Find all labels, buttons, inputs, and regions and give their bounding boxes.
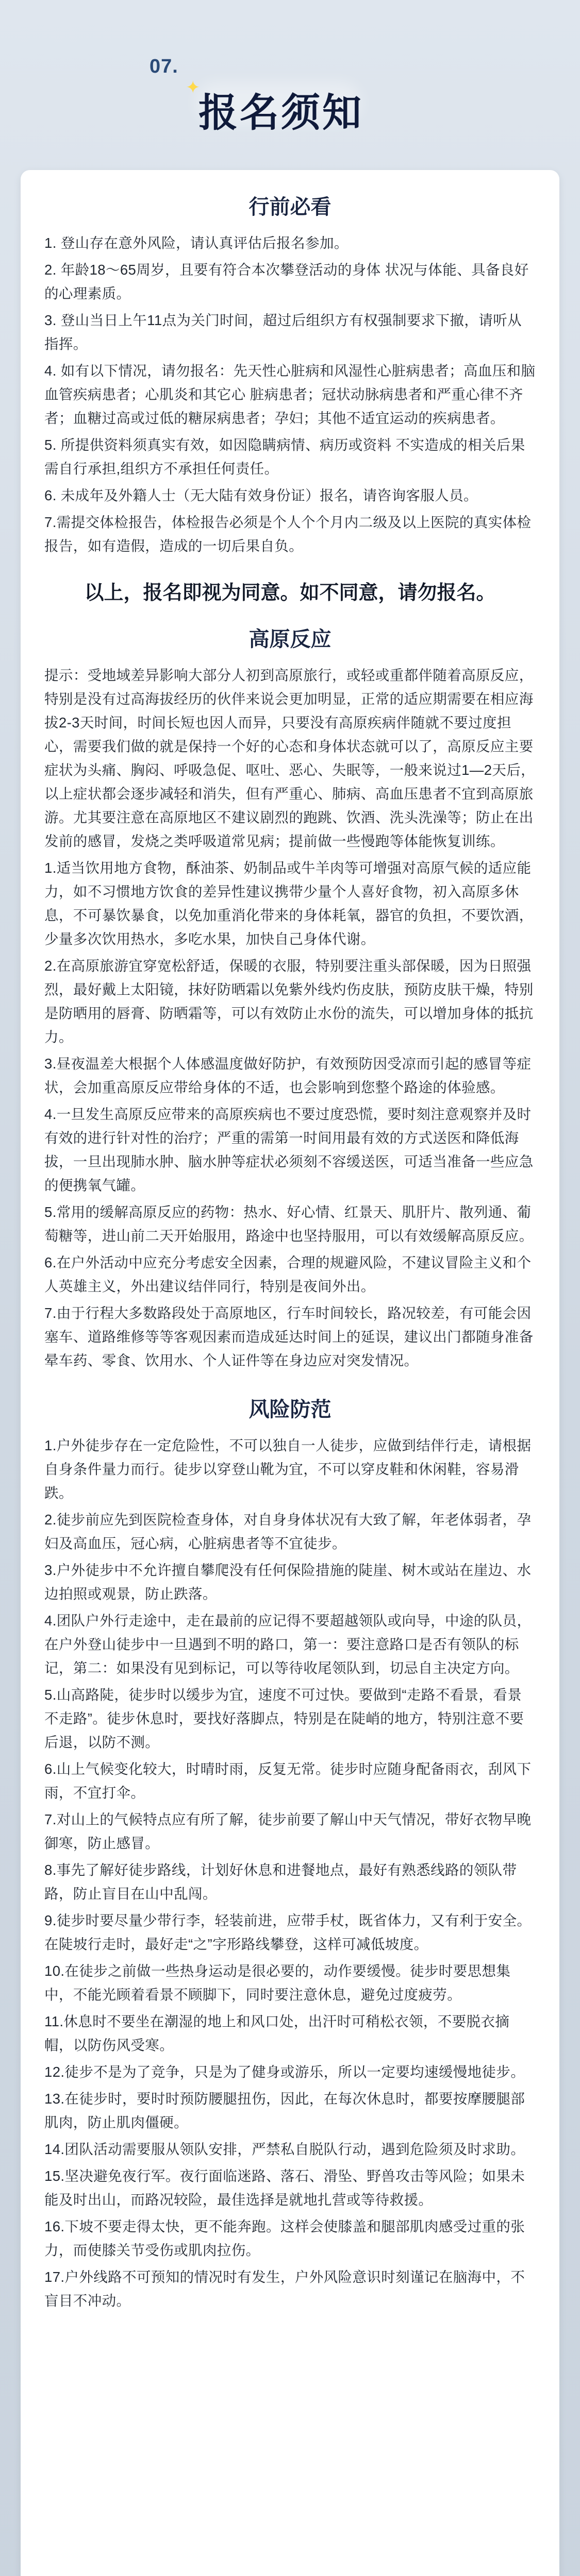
list-item: 5. 所提供资料须真实有效，如因隐瞒病情、病历或资料 不实造成的相关后果需自行承担,组织方不承担任何责任。 xyxy=(44,437,525,477)
list-item: 1. 登山存在意外风险，请认真评估后报名参加。 xyxy=(44,235,349,251)
list-item: 7.对山上的气候特点应有所了解，徒步前要了解山中天气情况，带好衣物早晚御寒，防止感冒。 xyxy=(44,1811,532,1851)
list-item: 1.户外徒步存在一定危险性，不可以独自一人徒步，应做到结伴行走，请根据自身条件量力而行。徒步以穿登山靴为宜，不可以穿皮鞋和休闲鞋，容易滑跌。 xyxy=(44,1437,532,1501)
list-item: 11.休息时不要坐在潮湿的地上和风口处，出汗时可稍松衣领，不要脱衣摘帽，以防伤风受寒。 xyxy=(44,2013,510,2053)
list-item: 4.一旦发生高原反应带来的高原疾病也不要过度恐慌，要时刻注意观察并及时有效的进行针对性的治疗；严重的需第一时间用最有效的方式送医和降低海拔，一旦出现肺水肿、脑水肿等症状必须刻不容缓送医，可适当准备一些应急的便携氧气罐。 xyxy=(44,1106,534,1193)
list-item: 8.事先了解好徒步路线，计划好休息和进餐地点，最好有熟悉线路的领队带路，防止盲目在山中乱闯。 xyxy=(44,1862,517,1902)
section-title-risk: 风险防范 xyxy=(248,1398,332,1421)
page-header xyxy=(0,0,580,135)
list-item: 16.下坡不要走得太快，更不能奔跑。这样会使膝盖和腿部肌肉感受过重的张力，而使膝关节受伤或肌肉拉伤。 xyxy=(44,2218,525,2258)
risk-list xyxy=(44,1434,536,2313)
list-item: 5.山高路陡，徒步时以缓步为宜，速度不可过快。要做到“走路不看景，看景不走路”。徒步休息时，要找好落脚点，特别是在陡峭的地方，特别注意不要后退，以防不测。 xyxy=(44,1687,524,1750)
list-item: 7.需提交体检报告，体检报告必须是个人个个月内二级及以上医院的真实体检报告，如有造假，造成的一切后果自负。 xyxy=(44,514,532,554)
list-item: 2.在高原旅游宜穿宽松舒适，保暖的衣服，特别要注重头部保暖，因为日照强烈，最好戴上太阳镜，抹好防晒霜以免紫外线灼伤皮肤，预防皮肤干燥，特别是防晒用的唇膏、防晒霜等，可以有效防止水份的流失，可以增加身体的抵抗力。 xyxy=(44,958,534,1045)
precautions-list xyxy=(44,231,536,558)
notice-card xyxy=(21,170,559,2576)
list-item: 13.在徒步时，要时时预防腰腿扭伤，因此，在每次休息时，都要按摩腰腿部肌肉，防止肌肉僵硬。 xyxy=(44,2091,525,2130)
list-item: 3.昼夜温差大根据个人体感温度做好防护，有效预防因受凉而引起的感冒等症状，会加重高原反应带给身体的不适，也会影响到您整个路途的体验感。 xyxy=(44,1056,532,1095)
spacer xyxy=(44,1376,536,1393)
list-item: 1.适当饮用地方食物，酥油茶、奶制品或牛羊肉等可增强对高原气候的适应能力，如不习惯地方饮食的差异性建议携带少量个人喜好食物，初入高原多休息，不可暴饮暴食，以免加重消化带来的身体耗氧，器官的负担，不要饮酒，少量多次饮用热水，多吃水果，加快自己身体代谢。 xyxy=(44,860,534,947)
list-item: 3. 登山当日上午11点为关门时间，超过后组织方有权强制要求下撤，请听从指挥。 xyxy=(44,312,522,352)
altitude-intro: 提示：受地域差异影响大部分人初到高原旅行，或轻或重都伴随着高原反应，特别是没有过高海拔经历的伙伴来说会更加明显，正常的适应期需要在相应海拔2-3天时间，时间长短也因人而异，只要没有高原疾病伴随就不要过度担心，需要我们做的就是保持一个好的心态和身体状态就可以了，高原反应主要症状为头痛、胸闷、呼吸急促、呕吐、恶心、失眠等，一般来说过1—2天后，以上症状都会逐步减轻和消失，但有严重心、肺病、高血压患者不宜到高原旅游。尤其要注意在高原地区不建议剧烈的跑跳、饮酒、洗头洗澡等；防止在出发前的感冒，发烧之类呼吸道常见病；提前做一些慢跑等体能恢复训练。 xyxy=(44,667,536,849)
list-item: 4. 如有以下情况，请勿报名：先天性心脏病和风湿性心脏病患者；高血压和脑血管疾病患者；心肌炎和其它心 脏病患者；冠状动脉病患者和严重心律不齐者；血糖过高或过低的糖尿病患者；孕妇；其他不适宜运动的疾病患者。 xyxy=(44,363,536,426)
list-item: 15.坚决避免夜行军。夜行面临迷路、落石、滑坠、野兽攻击等风险；如果未能及时出山，而路况较险，最佳选择是就地扎营或等待救援。 xyxy=(44,2168,525,2208)
list-item: 3.户外徒步中不允许擅自攀爬没有任何保险措施的陡崖、树木或站在崖边、水边拍照或观景，防止跌落。 xyxy=(44,1562,532,1602)
list-item: 4.团队户外行走途中，走在最前的应记得不要超越领队或向导，中途的队员，在户外登山徒步中一旦遇到不明的路口，第一：要注意路口是否有领队的标记，第二：如果没有见到标记，可以等待收尾领队到，切忌自主决定方向。 xyxy=(44,1613,532,1676)
list-item: 6.在户外活动中应充分考虑安全因素，合理的规避风险，不建议冒险主义和个人英雄主义，外出建议结伴同行，特别是夜间外出。 xyxy=(44,1255,532,1294)
list-item: 14.团队活动需要服从领队安排，严禁私自脱队行动，遇到危险须及时求助。 xyxy=(44,2141,525,2157)
list-item: 6.山上气候变化较大，时晴时雨，反复无常。徒步时应随身配备雨衣，刮风下雨，不宜打伞。 xyxy=(44,1761,532,1801)
list-item: 7.由于行程大多数路段处于高原地区，行车时间较长，路况较差，有可能会因塞车、道路维修等等客观因素而造成延达时间上的延误，建议出门都随身准备晕车药、零食、饮用水、个人证件等在身边应对突发情况。 xyxy=(44,1305,534,1368)
list-item: 5.常用的缓解高原反应的药物：热水、好心情、红景天、肌肝片、散列通、葡萄糖等，进山前二天开始服用，路途中也坚持服用，可以有效缓解高原反应。 xyxy=(44,1204,534,1244)
section-title-altitude: 高原反应 xyxy=(248,628,332,651)
list-item: 9.徒步时要尽量少带行李，轻装前进，应带手杖，既省体力，又有利于安全。在陡坡行走时，最好走“之”字形路线攀登，这样可减低坡度。 xyxy=(44,1912,532,1952)
list-item: 12.徒步不是为了竞争，只是为了健身或游乐，所以一定要均速缓慢地徒步。 xyxy=(44,2064,525,2080)
list-item: 10.在徒步之前做一些热身运动是很必要的，动作要缓慢。徒步时要思想集中，不能光顾着看景不顾脚下，同时要注意休息，避免过度疲劳。 xyxy=(44,1963,511,2003)
consent-statement: 以上，报名即视为同意。如不同意，请勿报名。 xyxy=(84,582,496,604)
altitude-list xyxy=(44,856,536,1372)
list-item: 17.户外线路不可预知的情况时有发生，户外风险意识时刻谨记在脑海中，不盲目不冲动。 xyxy=(44,2269,525,2309)
page-title: 报名须知 xyxy=(198,91,363,135)
list-item: 6. 未成年及外籍人士（无大陆有效身份证）报名，请咨询客服人员。 xyxy=(44,487,478,503)
list-item: 2.徒步前应先到医院检查身体，对自身身体状况有大致了解，年老体弱者，孕妇及高血压，冠心病，心脏病患者等不宜徒步。 xyxy=(44,1512,532,1551)
section-title-precautions: 行前必看 xyxy=(248,196,332,218)
sparkle-icon: ✦ xyxy=(186,78,201,97)
list-item: 2. 年龄18～65周岁，且要有符合本次攀登活动的身体 状况与体能、具备良好的心理素质。 xyxy=(44,262,529,301)
section-number: 07. xyxy=(150,56,178,77)
